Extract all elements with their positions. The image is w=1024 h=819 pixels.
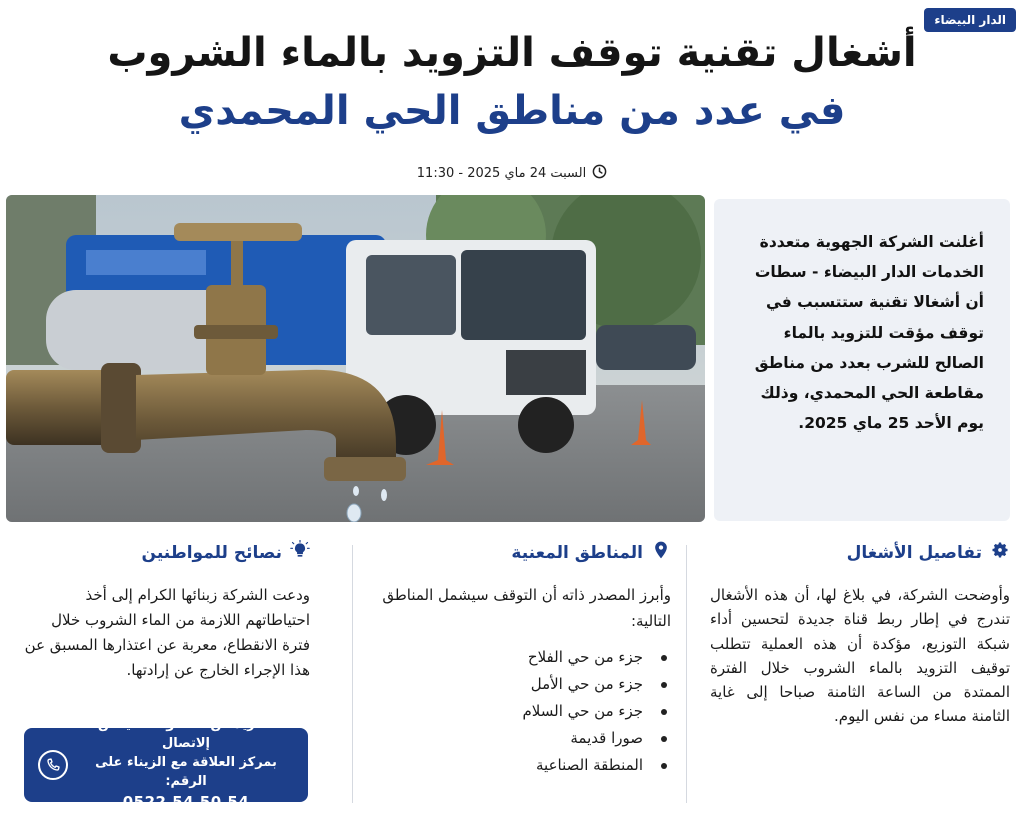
lightbulb-icon [290, 540, 310, 565]
publish-date: السبت 24 ماي 2025 - 11:30 [416, 166, 587, 181]
list-item: صورا قديمة [351, 725, 671, 752]
areas-intro: وأبرز المصدر ذاته أن التوقف سيشمل المناطق التالية: [382, 586, 671, 630]
city-badge: الدار البيضاء [924, 8, 1016, 32]
clock-icon [592, 164, 607, 183]
advice-heading: نصائح للمواطنين [141, 542, 282, 563]
location-pin-icon [651, 540, 671, 565]
advice-heading-row [20, 540, 310, 565]
contact-line-1: للمزيد من للمعلومات، يمكن إلاتصال [97, 717, 275, 752]
contact-box [24, 717, 308, 811]
areas-heading-row [351, 540, 671, 565]
list-item: جزء من حي الفلاح [351, 644, 671, 671]
article-photo [6, 195, 705, 522]
details-section [710, 540, 1010, 805]
contact-phone[interactable]: 0522 54 50 54 [122, 792, 250, 811]
list-item: جزء من حي السلام [351, 698, 671, 725]
lead-paragraph: أغلنت الشركة الجهوية متعددة الخدمات الدار البيضاء - سطات أن أشغالا تقنية ستتسبب في توقف مؤقت للتزويد بالماء الصالح للشرب بعدد من مناطق مقاطعة الحي المحمدي، وذلك يوم الأحد 25 ماي 2025. [714, 199, 1010, 521]
details-heading-row [710, 540, 1010, 565]
gear-icon [990, 540, 1010, 565]
contact-line-2: بمركز العلاقة مع الزيناء على الرقم: [95, 755, 277, 789]
details-heading: تفاصيل الأشغال [846, 542, 982, 563]
areas-section [351, 540, 671, 805]
details-body: وأوضحت الشركة، في بلاغ لها، أن هذه الأشغال تندرج في إطار ربط قناة جديدة لتحسين أداء شبكة التوزيع، مؤكدة أن هذه العملية تتطلب توقيف التزويد بالماء الشروب خلال الفترة الممتدة من الساعة الثامنة صباحا إلى غاية الثامنة مساء من نفس اليوم. [710, 586, 1010, 726]
headline-line-2: في عدد من مناطق الحي المحمدي [178, 88, 846, 134]
areas-heading: المناطق المعنية [511, 542, 643, 563]
phone-icon [38, 750, 68, 780]
contact-text [78, 716, 294, 813]
column-divider [686, 545, 687, 803]
headline-line-1: أشغال تقنية توقف التزويد بالماء الشروب [107, 30, 917, 76]
column-divider [352, 545, 353, 803]
advice-body: ودعت الشركة زبنائها الكرام إلى أخذ احتياطاتهم اللازمة من الماء الشروب خلال فترة الانقطاع، معربة عن اعتذارها المسبق عن هذا الإجراء الخارج عن إرادتها. [24, 586, 310, 679]
list-item: جزء من حي الأمل [351, 671, 671, 698]
list-item: المنطقة الصناعية [351, 752, 671, 779]
dateline [0, 164, 1024, 183]
areas-list [351, 644, 671, 779]
